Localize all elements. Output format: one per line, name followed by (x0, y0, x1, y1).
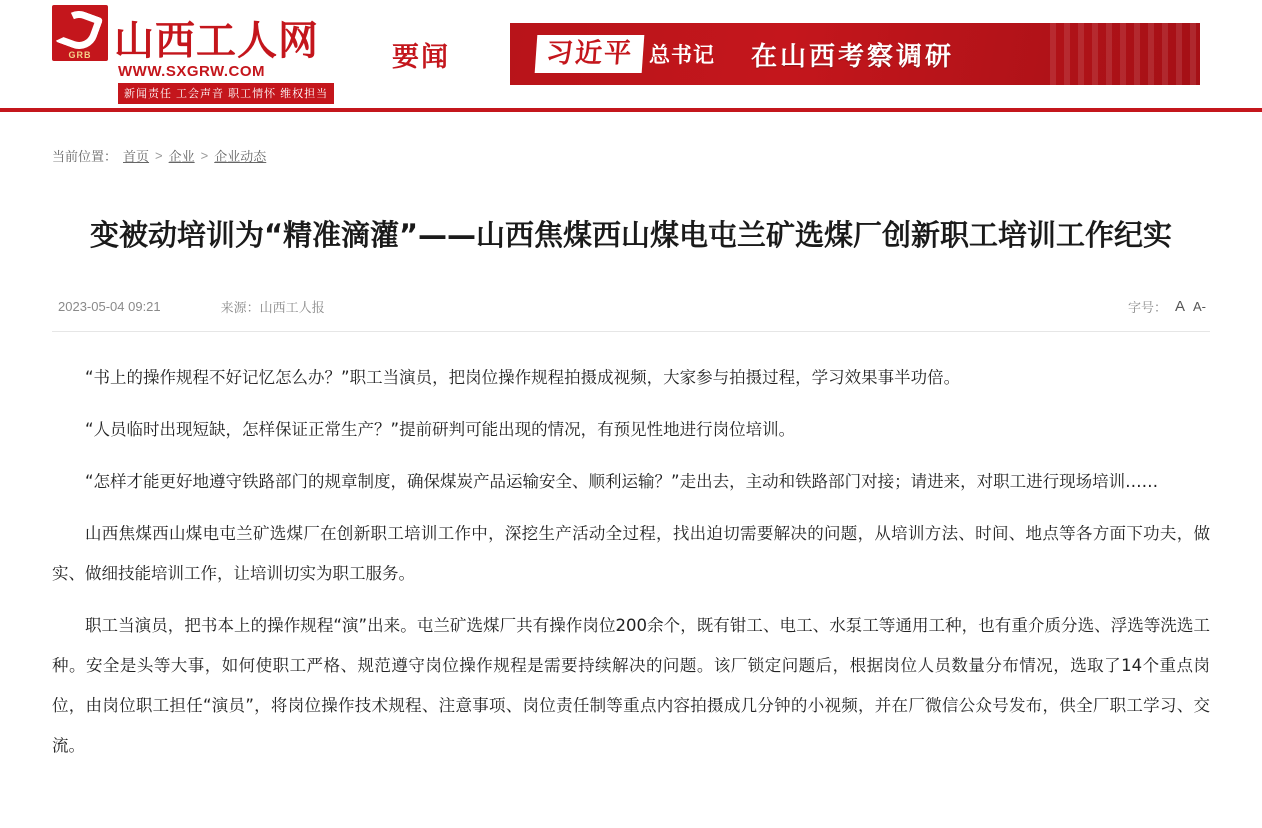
font-size-increase-button[interactable]: A (1174, 297, 1185, 315)
article (52, 213, 1210, 766)
site-logo[interactable] (52, 5, 332, 104)
font-size-label: 字号： (1127, 299, 1167, 315)
breadcrumb-label: 当前位置： (52, 149, 118, 164)
logo-mark-icon (52, 5, 108, 61)
page-title: 变被动培训为“精准滴灌”——山西焦煤西山煤电屯兰矿选煤厂创新职工培训工作纪实 (89, 218, 1173, 252)
article-source: 山西工人报 (259, 299, 325, 315)
logo-top-row (52, 5, 319, 64)
banner-leader-name: 习近平 (535, 35, 645, 73)
breadcrumb-item-enterprise-news[interactable]: 企业动态 (214, 149, 267, 164)
article-paragraph: “人员临时出现短缺，怎样保证正常生产？”提前研判可能出现的情况，有预见性地进行岗位培训。 (85, 420, 796, 439)
logo-slogan: 新闻责任 工会声音 职工情怀 维权担当 (118, 83, 334, 104)
article-paragraph: “书上的操作规程不好记忆怎么办？”职工当演员，把岗位操作规程拍摄成视频，大家参与拍摄过程，学习效果事半功倍。 (85, 368, 961, 387)
banner-leader-title: 总书记 (649, 43, 715, 67)
article-date: 2023-05-04 09:21 (58, 298, 161, 314)
breadcrumb-separator-1: > (155, 148, 163, 163)
logo-site-name: 山西工人网 (114, 17, 319, 64)
logo-swoosh-shape (55, 5, 104, 54)
article-source-label: 来源： (220, 299, 260, 315)
breadcrumb-item-enterprise[interactable]: 企业 (168, 149, 195, 164)
article-body (52, 358, 1210, 766)
logo-grb-text: GRB (68, 49, 92, 60)
font-size-decrease-button[interactable]: A- (1193, 298, 1206, 314)
banner-headline: 在山西考察调研 (751, 41, 955, 72)
nav-item-key-news[interactable]: 要闻 (392, 41, 450, 72)
feature-banner[interactable] (510, 23, 1200, 85)
site-header (0, 0, 1262, 112)
breadcrumb-separator-2: > (200, 148, 209, 163)
breadcrumb (52, 146, 1262, 165)
article-paragraph: “怎样才能更好地遵守铁路部门的规章制度，确保煤炭产品运输安全、顺利运输？”走出去，主动和铁路部门对接；请进来，对职工进行现场培训…… (85, 472, 1159, 491)
logo-site-url: WWW.SXGRW.COM (118, 62, 266, 80)
article-paragraph: 职工当演员，把书本上的操作规程“演”出来。屯兰矿选煤厂共有操作岗位200余个，既有钳工、电工、水泵工等通用工种，也有重介质分选、浮选等洗选工种。安全是头等大事，如何使职工严格、规范遵守岗位操作规程是需要持续解决的问题。该厂锁定问题后，根据岗位人员数量分布情况，选取了14个重点岗位，由岗位职工担任“演员”，将岗位操作技术规程、注意事项、岗位责任制等重点内容拍摄成几分钟的小视频，并在厂微信公众号发布，供全厂职工学习、交流。 (52, 616, 1210, 755)
breadcrumb-item-home[interactable]: 首页 (123, 149, 150, 164)
font-size-control (1128, 297, 1206, 316)
article-meta (52, 291, 1210, 321)
article-paragraph: 山西焦煤西山煤电屯兰矿选煤厂在创新职工培训工作中，深挖生产活动全过程，找出迫切需要解决的问题，从培训方法、时间、地点等各方面下功夫，做实、做细技能培训工作，让培训切实为职工服务。 (52, 524, 1210, 583)
meta-divider (52, 331, 1210, 332)
